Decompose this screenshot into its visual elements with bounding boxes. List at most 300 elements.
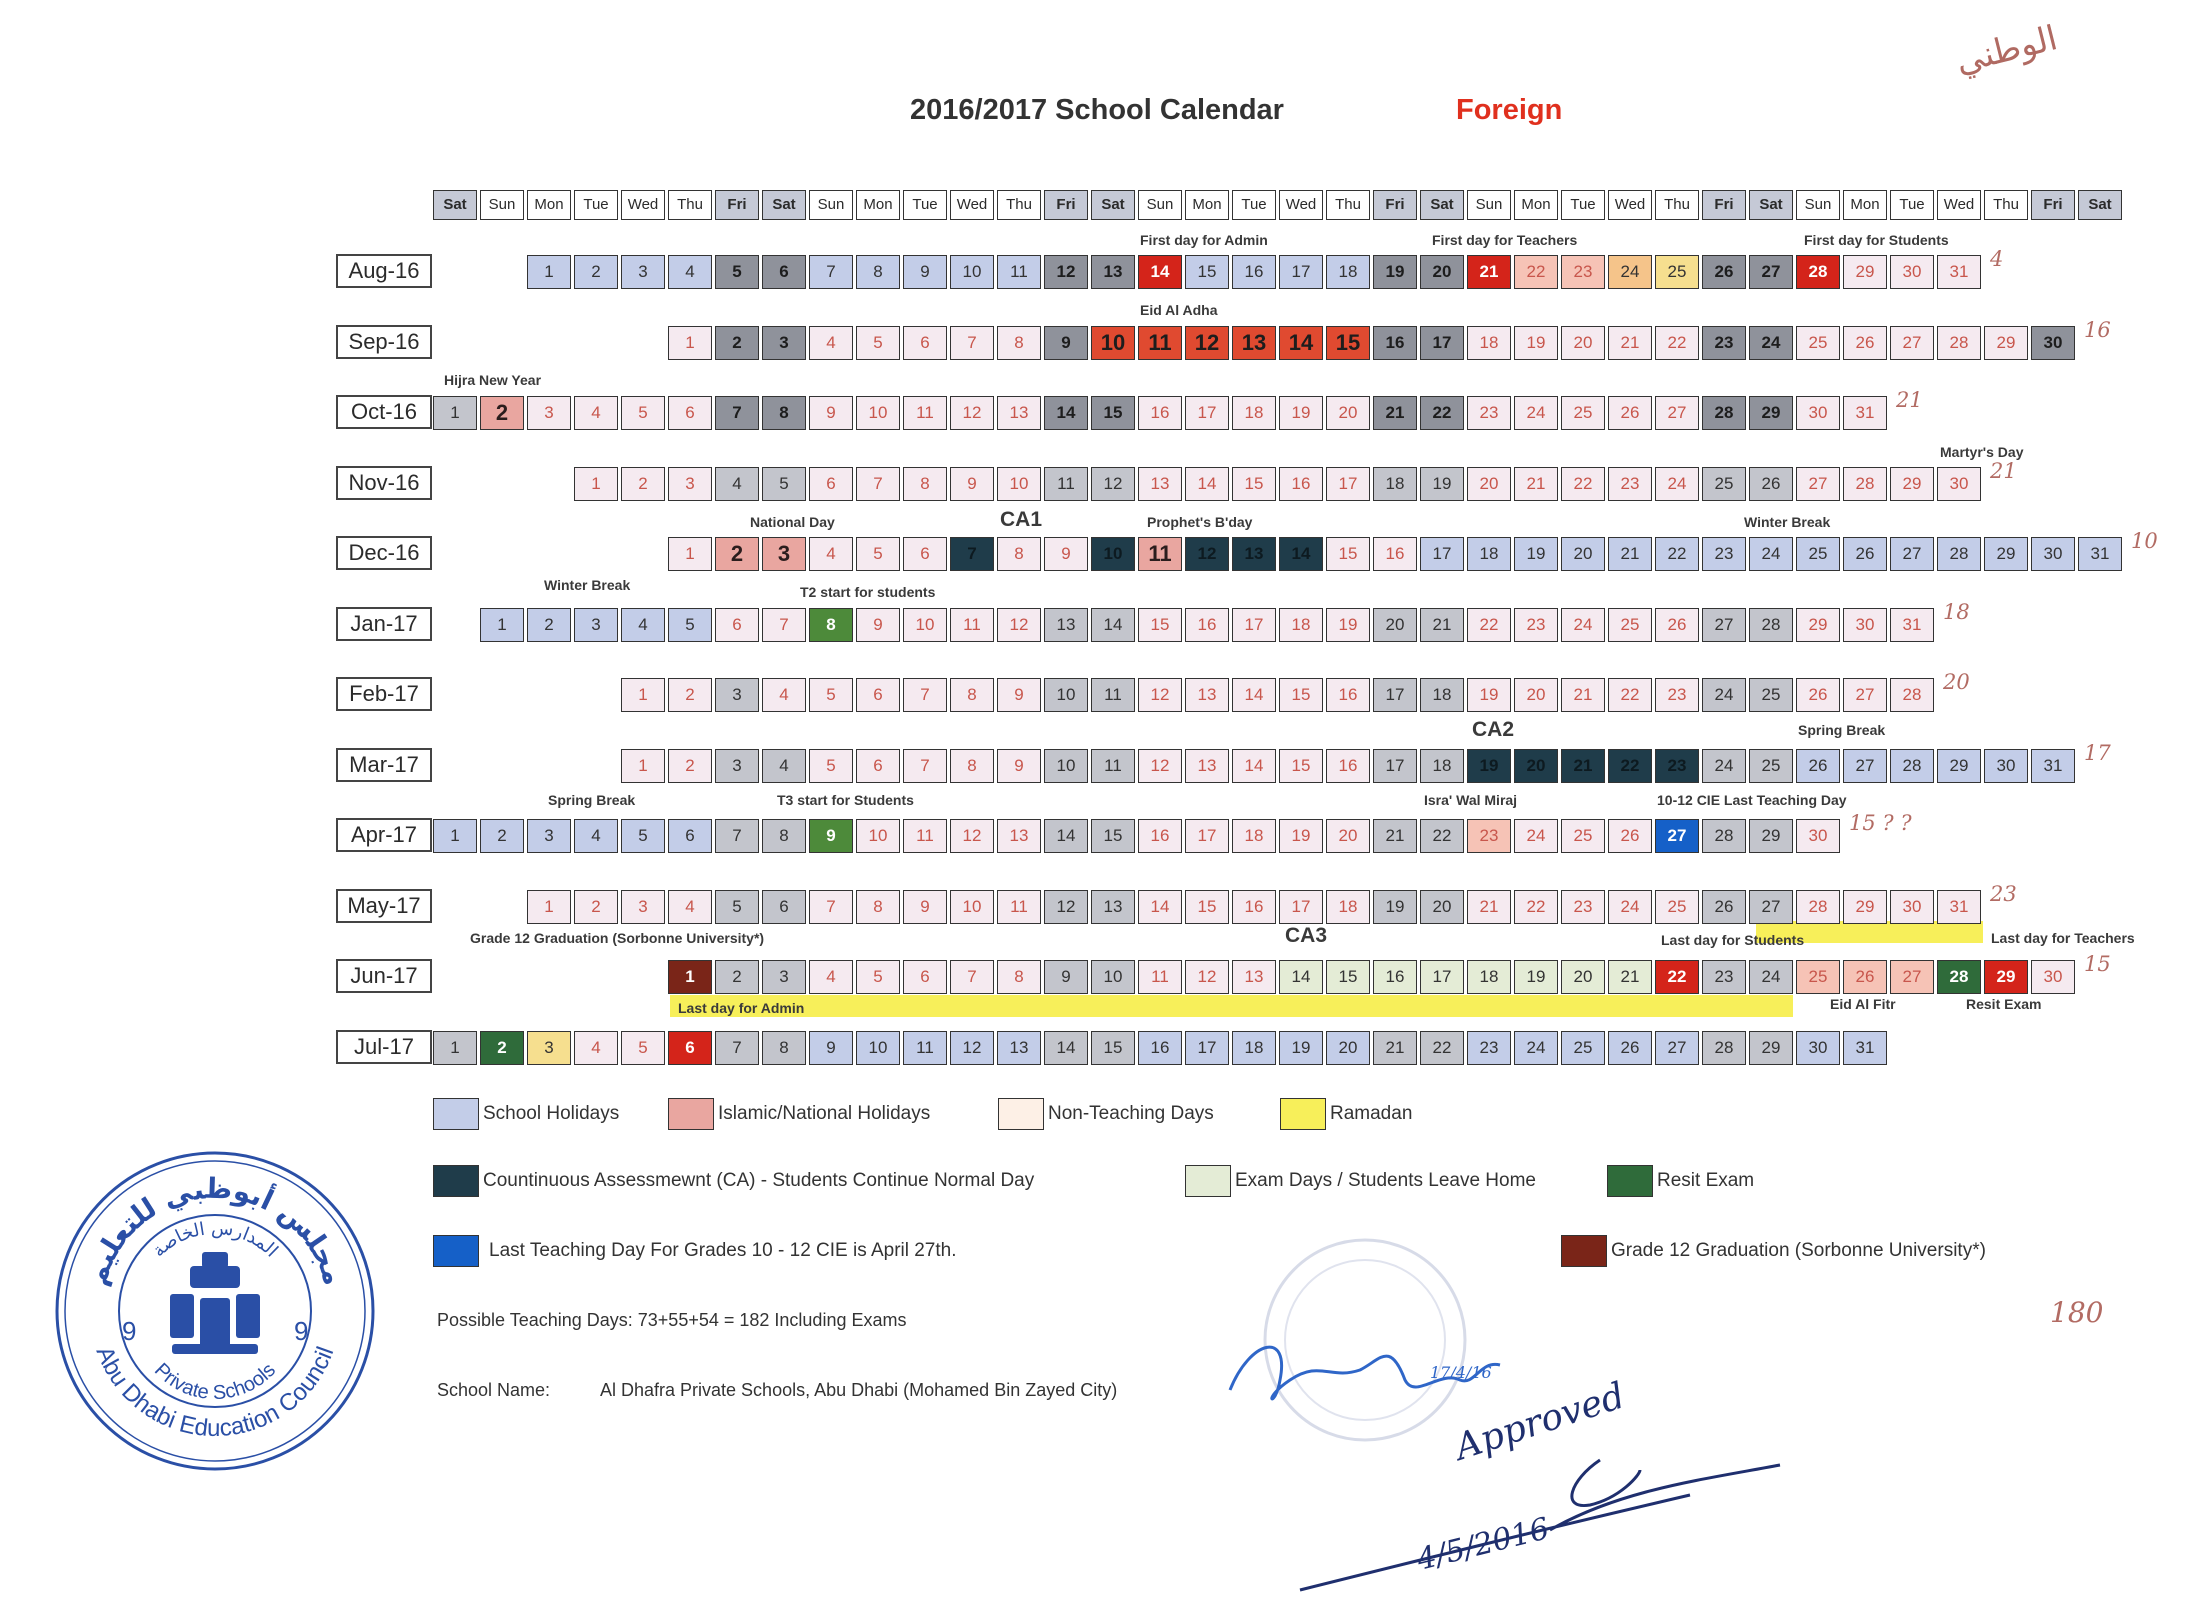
day-cell: 3 — [527, 1031, 571, 1065]
annotation-last-day-admin: Last day for Admin — [678, 1000, 805, 1016]
day-cell: 3 — [621, 890, 665, 924]
day-cell: 15 — [1091, 1031, 1135, 1065]
day-cell: 12 — [997, 608, 1041, 642]
day-cell: 15 — [1326, 537, 1370, 571]
day-cell: 5 — [856, 537, 900, 571]
day-cell: 16 — [1185, 608, 1229, 642]
day-cell: 9 — [950, 467, 994, 501]
day-cell: 8 — [950, 678, 994, 712]
day-cell: 8 — [809, 608, 853, 642]
day-cell: 11 — [997, 890, 1041, 924]
day-cell: 3 — [621, 255, 665, 289]
day-cell: 20 — [1420, 890, 1464, 924]
day-cell: 28 — [1890, 749, 1934, 783]
weekday-header-cell: Sun — [480, 190, 524, 220]
day-cell: 21 — [1467, 255, 1511, 289]
day-cell: 14 — [1279, 537, 1323, 571]
handwritten-count: 15 — [2084, 952, 2111, 976]
weekday-header-cell: Fri — [1702, 190, 1746, 220]
month-label: Mar-17 — [336, 748, 432, 782]
day-cell: 3 — [762, 326, 806, 360]
day-cell: 19 — [1514, 537, 1558, 571]
day-cell: 5 — [621, 819, 665, 853]
weekday-header-cell: Wed — [621, 190, 665, 220]
day-cell: 25 — [1655, 255, 1699, 289]
weekday-header-cell: Sat — [1420, 190, 1464, 220]
day-cell: 20 — [1514, 678, 1558, 712]
day-cell: 16 — [1279, 467, 1323, 501]
day-cell: 1 — [621, 749, 665, 783]
day-cell: 5 — [856, 326, 900, 360]
annotation-eid-al-fitr: Eid Al Fitr — [1830, 996, 1896, 1012]
day-cell: 28 — [1890, 678, 1934, 712]
day-cell: 20 — [1561, 326, 1605, 360]
day-cell: 2 — [715, 326, 759, 360]
weekday-header-cell: Sat — [1749, 190, 1793, 220]
annotation-winter-break-jan: Winter Break — [544, 577, 631, 593]
day-cell: 24 — [1514, 396, 1558, 430]
day-cell: 11 — [1138, 960, 1182, 994]
day-cell: 27 — [1843, 678, 1887, 712]
day-cell: 29 — [1749, 819, 1793, 853]
day-cell: 5 — [621, 1031, 665, 1065]
day-cell: 23 — [1467, 396, 1511, 430]
day-cell: 22 — [1561, 467, 1605, 501]
handwritten-count: 10 — [2131, 529, 2158, 553]
legend-label: School Holidays — [483, 1103, 620, 1124]
day-cell: 30 — [1984, 749, 2028, 783]
day-cell: 27 — [1702, 608, 1746, 642]
day-cell: 22 — [1608, 678, 1652, 712]
legend-label: Last Teaching Day For Grades 10 - 12 CIE is April 27th. — [489, 1240, 957, 1261]
stamp-nine-right: 9 — [294, 1316, 309, 1346]
weekday-header-cell: Tue — [903, 190, 947, 220]
day-cell: 10 — [1091, 326, 1135, 360]
day-cell: 29 — [1984, 960, 2028, 994]
day-cell: 21 — [1467, 890, 1511, 924]
day-cell: 11 — [1044, 467, 1088, 501]
weekday-header-cell: Fri — [1044, 190, 1088, 220]
day-cell: 15 — [1091, 396, 1135, 430]
approved-handwriting: Approved — [1450, 1375, 1630, 1469]
day-cell: 7 — [950, 537, 994, 571]
day-cell: 5 — [809, 749, 853, 783]
day-cell: 19 — [1467, 749, 1511, 783]
day-cell: 7 — [809, 890, 853, 924]
weekday-header-cell: Sun — [1467, 190, 1511, 220]
day-cell: 26 — [1843, 537, 1887, 571]
day-cell: 8 — [856, 890, 900, 924]
day-cell: 17 — [1373, 749, 1417, 783]
day-cell: 9 — [809, 819, 853, 853]
month-label: May-17 — [336, 889, 432, 923]
day-cell: 6 — [762, 255, 806, 289]
handwritten-total: 180 — [2050, 1296, 2104, 1329]
day-cell: 23 — [1702, 537, 1746, 571]
day-cell: 20 — [1373, 608, 1417, 642]
handwritten-count: 17 — [2084, 740, 2111, 765]
day-cell: 20 — [1420, 255, 1464, 289]
day-cell: 13 — [1138, 467, 1182, 501]
day-cell: 12 — [950, 819, 994, 853]
day-cell: 30 — [1796, 819, 1840, 853]
day-cell: 22 — [1608, 749, 1652, 783]
day-cell: 21 — [1373, 819, 1417, 853]
day-cell: 2 — [715, 960, 759, 994]
day-cell: 30 — [1843, 608, 1887, 642]
day-cell: 6 — [856, 749, 900, 783]
day-cell: 8 — [950, 749, 994, 783]
day-cell: 21 — [1608, 960, 1652, 994]
teaching-days-note: Possible Teaching Days: 73+55+54 = 182 Including Exams — [437, 1310, 907, 1330]
annotation-winter-break-dec: Winter Break — [1744, 514, 1831, 530]
day-cell: 12 — [1185, 960, 1229, 994]
legend-swatch — [1280, 1098, 1326, 1130]
day-cell: 22 — [1514, 890, 1558, 924]
day-cell: 6 — [715, 608, 759, 642]
day-cell: 16 — [1373, 326, 1417, 360]
day-cell: 11 — [903, 819, 947, 853]
legend-label: Countinuous Assessmewnt (CA) - Students Continue Normal Day — [483, 1170, 1035, 1191]
day-cell: 15 — [1326, 960, 1370, 994]
day-cell: 23 — [1702, 326, 1746, 360]
day-cell: 18 — [1279, 608, 1323, 642]
stamp-nine-left: 9 — [122, 1316, 137, 1346]
day-cell: 25 — [1655, 890, 1699, 924]
day-cell: 5 — [715, 890, 759, 924]
day-cell: 12 — [1185, 537, 1229, 571]
day-cell: 17 — [1279, 255, 1323, 289]
day-cell: 18 — [1467, 960, 1511, 994]
weekday-header-cell: Wed — [950, 190, 994, 220]
legend-label: Exam Days / Students Leave Home — [1235, 1170, 1536, 1191]
stamp-english-top: Private Schools — [149, 1358, 281, 1405]
day-cell: 10 — [1091, 960, 1135, 994]
day-cell: 7 — [809, 255, 853, 289]
school-name-value: Al Dhafra Private Schools, Abu Dhabi (Mohamed Bin Zayed City) — [600, 1380, 1118, 1400]
annotation-ca3: CA3 — [1285, 924, 1328, 947]
day-cell: 10 — [856, 1031, 900, 1065]
school-name-label: School Name: — [437, 1380, 551, 1400]
day-cell: 1 — [433, 396, 477, 430]
day-cell: 13 — [1232, 537, 1276, 571]
annotation-eid-al-adha: Eid Al Adha — [1140, 302, 1218, 318]
stamp-emblem-icon — [170, 1252, 260, 1354]
day-cell: 20 — [1326, 819, 1370, 853]
weekday-header-cell: Sat — [762, 190, 806, 220]
day-cell: 3 — [574, 608, 618, 642]
day-cell: 22 — [1420, 1031, 1464, 1065]
handwritten-count: 23 — [1990, 881, 2017, 906]
day-cell: 2 — [621, 467, 665, 501]
annotation-national-day: National Day — [750, 514, 835, 530]
day-cell: 19 — [1373, 255, 1417, 289]
day-cell: 3 — [762, 537, 806, 571]
day-cell: 15 — [1138, 608, 1182, 642]
day-cell: 21 — [1373, 1031, 1417, 1065]
day-cell: 18 — [1232, 396, 1276, 430]
page-subtitle: Foreign — [1456, 94, 1563, 126]
day-cell: 14 — [1044, 819, 1088, 853]
day-cell: 4 — [809, 537, 853, 571]
day-cell: 8 — [762, 1031, 806, 1065]
day-cell: 6 — [809, 467, 853, 501]
day-cell: 5 — [856, 960, 900, 994]
day-cell: 30 — [2031, 537, 2075, 571]
day-cell: 2 — [668, 678, 712, 712]
day-cell: 16 — [1373, 960, 1417, 994]
weekday-header-cell: Mon — [1514, 190, 1558, 220]
month-label: Oct-16 — [336, 395, 432, 429]
legend-label: Grade 12 Graduation (Sorbonne University*) — [1611, 1240, 1986, 1261]
day-cell: 18 — [1326, 890, 1370, 924]
weekday-header-cell: Sat — [2078, 190, 2122, 220]
day-cell: 21 — [1561, 678, 1605, 712]
annotation-last-day-teachers: Last day for Teachers — [1991, 930, 2135, 946]
day-cell: 30 — [1796, 1031, 1840, 1065]
day-cell: 3 — [715, 749, 759, 783]
month-label: Dec-16 — [336, 536, 432, 570]
annotation-spring-break-mar: Spring Break — [1798, 722, 1886, 738]
day-cell: 27 — [1655, 1031, 1699, 1065]
day-cell: 17 — [1279, 890, 1323, 924]
weekday-header-cell: Sat — [1091, 190, 1135, 220]
day-cell: 1 — [433, 819, 477, 853]
day-cell: 26 — [1843, 960, 1887, 994]
day-cell: 26 — [1608, 819, 1652, 853]
day-cell: 14 — [1044, 396, 1088, 430]
day-cell: 17 — [1420, 537, 1464, 571]
day-cell: 27 — [1749, 890, 1793, 924]
day-cell: 7 — [762, 608, 806, 642]
day-cell: 15 — [1185, 890, 1229, 924]
day-cell: 25 — [1561, 1031, 1605, 1065]
day-cell: 1 — [574, 467, 618, 501]
day-cell: 6 — [668, 819, 712, 853]
day-cell: 19 — [1279, 396, 1323, 430]
day-cell: 12 — [950, 1031, 994, 1065]
day-cell: 24 — [1514, 819, 1558, 853]
day-cell: 24 — [1702, 749, 1746, 783]
day-cell: 30 — [1890, 255, 1934, 289]
day-cell: 13 — [1044, 608, 1088, 642]
day-cell: 27 — [1749, 255, 1793, 289]
day-cell: 27 — [1890, 326, 1934, 360]
day-cell: 14 — [1279, 960, 1323, 994]
day-cell: 5 — [668, 608, 712, 642]
day-cell: 1 — [668, 960, 712, 994]
day-cell: 21 — [1608, 537, 1652, 571]
weekday-header-cell: Mon — [856, 190, 900, 220]
day-cell: 25 — [1749, 678, 1793, 712]
day-cell: 29 — [1984, 326, 2028, 360]
weekday-header-cell: Sun — [809, 190, 853, 220]
month-label: Jun-17 — [336, 959, 432, 993]
day-cell: 4 — [762, 749, 806, 783]
day-cell: 28 — [1702, 396, 1746, 430]
day-cell: 23 — [1655, 749, 1699, 783]
day-cell: 16 — [1326, 678, 1370, 712]
day-cell: 15 — [1279, 749, 1323, 783]
weekday-header-cell: Wed — [1608, 190, 1652, 220]
day-cell: 10 — [903, 608, 947, 642]
day-cell: 4 — [809, 960, 853, 994]
annotation-spring-break-apr: Spring Break — [548, 792, 636, 808]
day-cell: 30 — [2031, 326, 2075, 360]
day-cell: 7 — [715, 396, 759, 430]
day-cell: 26 — [1749, 467, 1793, 501]
day-cell: 26 — [1702, 890, 1746, 924]
day-cell: 9 — [809, 396, 853, 430]
day-cell: 4 — [715, 467, 759, 501]
day-cell: 17 — [1420, 326, 1464, 360]
day-cell: 30 — [1890, 890, 1934, 924]
day-cell: 12 — [1044, 890, 1088, 924]
month-label: Jul-17 — [336, 1030, 432, 1064]
day-cell: 3 — [668, 467, 712, 501]
day-cell: 29 — [1843, 890, 1887, 924]
day-cell: 15 — [1185, 255, 1229, 289]
day-cell: 20 — [1326, 396, 1370, 430]
day-cell: 27 — [1843, 749, 1887, 783]
day-cell: 17 — [1185, 819, 1229, 853]
day-cell: 9 — [903, 255, 947, 289]
day-cell: 5 — [762, 467, 806, 501]
day-cell: 10 — [950, 890, 994, 924]
annotation-first-day-admin: First day for Admin — [1140, 232, 1268, 248]
day-cell: 21 — [1373, 396, 1417, 430]
annotation-first-day-teachers: First day for Teachers — [1432, 232, 1578, 248]
day-cell: 20 — [1561, 960, 1605, 994]
day-cell: 12 — [1044, 255, 1088, 289]
day-cell: 14 — [1185, 467, 1229, 501]
day-cell: 7 — [950, 960, 994, 994]
day-cell: 13 — [1232, 326, 1276, 360]
day-cell: 10 — [997, 467, 1041, 501]
weekday-header-cell: Tue — [574, 190, 618, 220]
legend-swatch — [433, 1235, 479, 1267]
month-label: Feb-17 — [336, 677, 432, 711]
annotation-hijra-new-year: Hijra New Year — [444, 372, 542, 388]
day-cell: 23 — [1467, 819, 1511, 853]
day-cell: 5 — [621, 396, 665, 430]
day-cell: 31 — [2031, 749, 2075, 783]
day-cell: 6 — [903, 537, 947, 571]
day-cell: 22 — [1514, 255, 1558, 289]
handwritten-arabic-note: الوطني — [1951, 18, 2062, 82]
day-cell: 27 — [1890, 960, 1934, 994]
day-cell: 28 — [1749, 608, 1793, 642]
day-cell: 25 — [1702, 467, 1746, 501]
day-cell: 8 — [997, 326, 1041, 360]
day-cell: 8 — [997, 960, 1041, 994]
day-cell: 13 — [1091, 890, 1135, 924]
annotation-ca2: CA2 — [1472, 718, 1515, 741]
day-cell: 14 — [1232, 678, 1276, 712]
day-cell: 2 — [480, 819, 524, 853]
day-cell: 26 — [1702, 255, 1746, 289]
day-cell: 28 — [1796, 890, 1840, 924]
weekday-header-cell: Thu — [668, 190, 712, 220]
month-label: Apr-17 — [336, 818, 432, 852]
day-cell: 18 — [1326, 255, 1370, 289]
legend-label: Non-Teaching Days — [1048, 1103, 1214, 1124]
day-cell: 27 — [1796, 467, 1840, 501]
day-cell: 14 — [1232, 749, 1276, 783]
legend-swatch — [433, 1098, 479, 1130]
legend-swatch — [1185, 1165, 1231, 1197]
weekday-header-cell: Fri — [2031, 190, 2075, 220]
day-cell: 7 — [715, 819, 759, 853]
day-cell: 23 — [1608, 467, 1652, 501]
day-cell: 1 — [621, 678, 665, 712]
day-cell: 26 — [1843, 326, 1887, 360]
annotation-t3-start: T3 start for Students — [777, 792, 914, 808]
day-cell: 1 — [527, 255, 571, 289]
day-cell: 4 — [809, 326, 853, 360]
day-cell: 1 — [480, 608, 524, 642]
day-cell: 2 — [715, 537, 759, 571]
stamp-arabic-text: مجلس أبوظبي للتعليم — [79, 1171, 351, 1289]
day-cell: 23 — [1561, 255, 1605, 289]
annotation-first-day-students: First day for Students — [1804, 232, 1949, 248]
day-cell: 11 — [997, 255, 1041, 289]
day-cell: 22 — [1467, 608, 1511, 642]
day-cell: 2 — [574, 890, 618, 924]
day-cell: 5 — [809, 678, 853, 712]
annotation-t2-start: T2 start for students — [800, 584, 936, 600]
day-cell: 13 — [1185, 678, 1229, 712]
day-cell: 8 — [997, 537, 1041, 571]
day-cell: 12 — [950, 396, 994, 430]
day-cell: 15 — [1326, 326, 1370, 360]
day-cell: 26 — [1796, 749, 1840, 783]
day-cell: 4 — [668, 255, 712, 289]
day-cell: 2 — [574, 255, 618, 289]
day-cell: 4 — [668, 890, 712, 924]
annotation-martyrs-day: Martyr's Day — [1940, 444, 2024, 460]
day-cell: 21 — [1561, 749, 1605, 783]
education-council-stamp — [52, 1148, 378, 1474]
handwritten-count: 18 — [1943, 599, 1970, 624]
day-cell: 12 — [1185, 326, 1229, 360]
day-cell: 6 — [903, 960, 947, 994]
weekday-header-cell: Sun — [1796, 190, 1840, 220]
page-title: 2016/2017 School Calendar — [910, 94, 1284, 126]
day-cell: 20 — [1467, 467, 1511, 501]
day-cell: 24 — [1608, 890, 1652, 924]
handwritten-count: 20 — [1943, 670, 1970, 694]
day-cell: 25 — [1608, 608, 1652, 642]
day-cell: 25 — [1561, 819, 1605, 853]
day-cell: 29 — [1749, 1031, 1793, 1065]
weekday-header-cell: Mon — [1843, 190, 1887, 220]
day-cell: 18 — [1373, 467, 1417, 501]
day-cell: 1 — [668, 326, 712, 360]
day-cell: 24 — [1749, 326, 1793, 360]
day-cell: 11 — [1138, 537, 1182, 571]
day-cell: 6 — [668, 396, 712, 430]
day-cell: 28 — [1937, 960, 1981, 994]
day-cell: 7 — [856, 467, 900, 501]
day-cell: 7 — [903, 678, 947, 712]
day-cell: 13 — [1091, 255, 1135, 289]
day-cell: 29 — [1890, 467, 1934, 501]
weekday-header-cell: Tue — [1561, 190, 1605, 220]
day-cell: 22 — [1420, 396, 1464, 430]
signature-date: 17/4/16 — [1430, 1363, 1492, 1382]
annotation-last-teaching-day: 10-12 CIE Last Teaching Day — [1657, 792, 1847, 808]
